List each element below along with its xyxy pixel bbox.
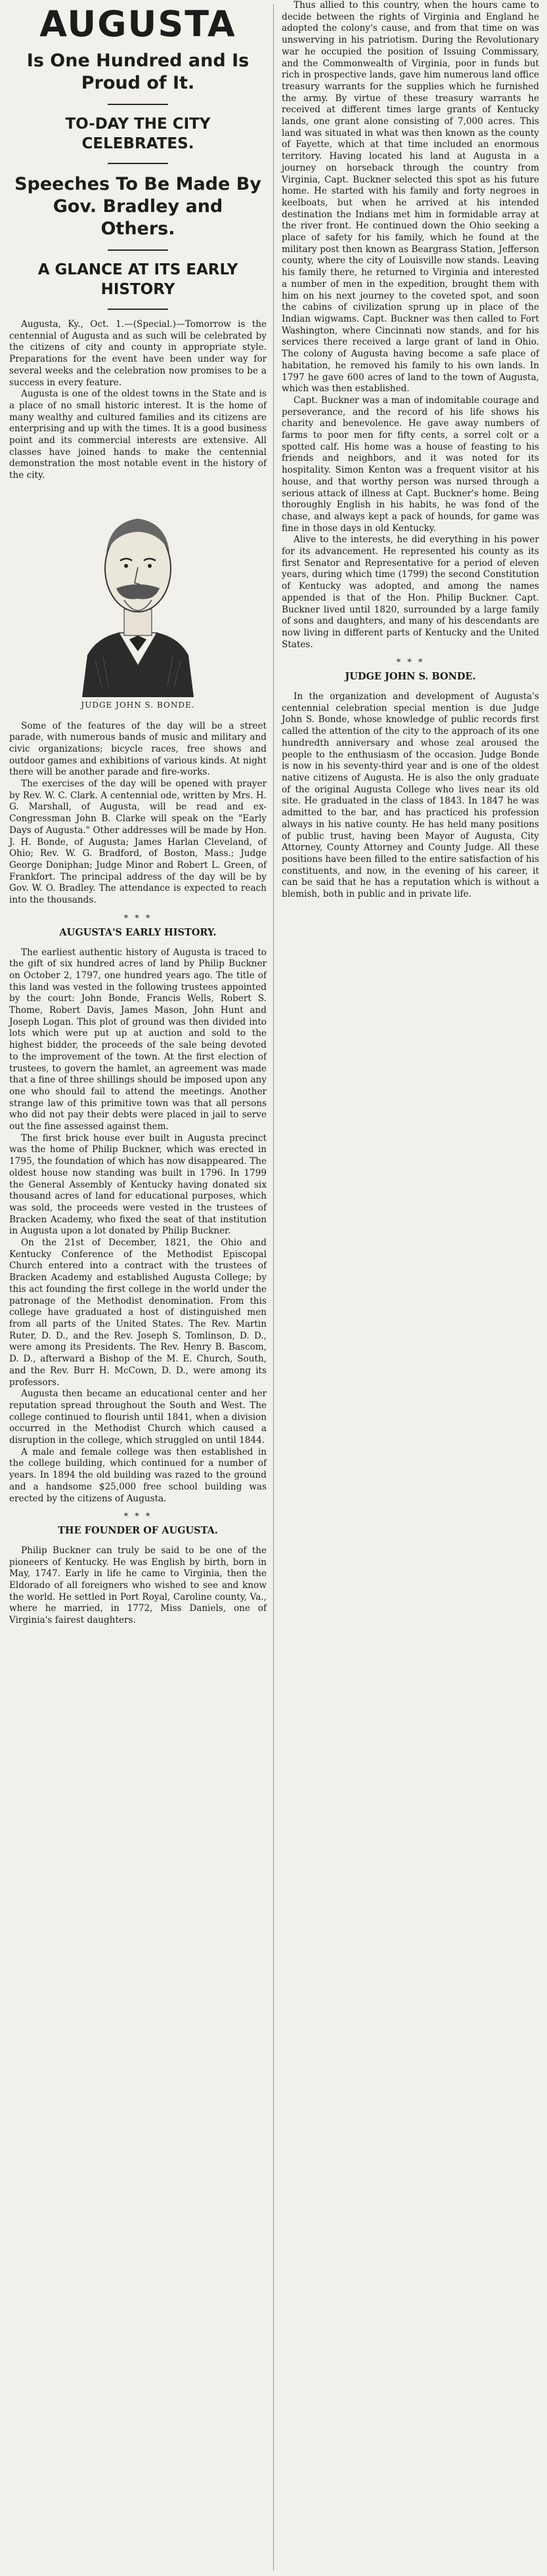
early-history-paragraph: A male and female college was then established in the college building, which continued for a number of years. In 1894 the old building was razed to the ground and a handsome $25,000 free school building was erected by the citizens of Augusta. (9, 1446, 267, 1504)
founder-paragraph: Capt. Buckner was a man of indomitable courage and perseverance, and the record of his life shows his charity and benevolence. He gave away numbers of farms to poor men for fifty cents, a sorrel colt or a spotted calf. His home was a house of feasting to his friends and neighbors, and it was noted for its hospitality. Simon Kenton was a frequent visitor at his house, and that worthy person was nursed through a serious attack of illness at Capt. Buckner's home. Being thoroughly English in his habits, he was fond of the chase, and always kept a pack of hounds, for game was fine in those days in old Kentucky. (282, 395, 539, 534)
early-history-paragraph: Augusta then became an educational center and her reputation spread throughout the South and West. The college continued to flourish until 1841, when a division occurred in the Methodist Church which caused a disruption in the college, which struggled on until 1844. (9, 1388, 267, 1446)
intro-features-paragraph: Some of the features of the day will be a street parade, with numerous bands of music and military and civic organizations; bicycle races, free shows and outdoor games and exhibitions of various kinds. At night there will be another parade and fire-works. (9, 720, 267, 778)
intro-exercises-paragraph: The exercises of the day will be opened with prayer by Rev. W. C. Clark. A centennial ode, written by Mrs. H. G. Marshall, of Augusta, will be read and ex-Congressman John B. Clarke will speak on the "Early Days of Augusta." Other addresses will be made by Hon. J. H. Bonde, of Augusta; James Harlan Cleveland, of Ohio; Rev. W. G. Bradford, of Boston, Mass.; Judge George Doniphan; Judge Minor and Robert L. Green, of Frankfort. The principal address of the day will be by Gov. W. O. Bradley. The attendance is expected to reach into the thousands. (9, 779, 267, 906)
headline-rule-4 (108, 309, 168, 310)
intro-paragraph: Augusta is one of the oldest towns in the State and is a place of no small historic interest. It is the home of many wealthy and cultured families and its citizens are enterprising and up with the times. It is a good business point and its commercial interests are extensive. All classes have joined hands to make the centennial demonstration the most notable event in the history of the city. (9, 389, 267, 481)
portrait-caption: JUDGE JOHN S. BONDE. (81, 700, 195, 710)
section-divider: * * * (123, 1512, 152, 1522)
intro-dateline-paragraph: Augusta, Ky., Oct. 1.—(Special.)—Tomorrow is the centennial of Augusta and as such will be celebrated by the citizens of city and county in appropriate style. Preparations for the event have been under way for several weeks and the celebration now promises to be a success in every feature. (9, 319, 267, 388)
early-history-heading: AUGUSTA'S EARLY HISTORY. (59, 926, 217, 938)
deck-speeches: Speeches To Be Made By Gov. Bradley and Others. (14, 174, 261, 239)
section-divider: * * * (396, 658, 425, 668)
early-history-paragraph: The earliest authentic history of Augusta is traced to the gift of six hundred acres of land by Philip Buckner on October 2, 1797, one hundred years ago. The title of this land was vested in the following trustees appointed by the court: John Bonde, Francis Wells, Robert S. Thome, Robert Davis, James Mason, John Hunt and Joseph Logan. This plot of ground was then divided into lots which were put up at auction and sold to the highest bidder, the proceeds of the sale being devoted to the improvement of the town. At the first election of trustees, to govern the hamlet, an agreement was made that a fine of three shillings should be imposed upon any one who should fail to attend the meetings. Another strange law of this primitive town was that all persons who did not pay their debts were placed in jail to serve out the fine assessed against them. (9, 947, 267, 1132)
deck-early-history: A GLANCE AT ITS EARLY HISTORY (37, 261, 238, 298)
headline-rule-2 (108, 163, 168, 164)
early-history-paragraph: On the 21st of December, 1821, the Ohio and Kentucky Conference of the Methodist Episcopal Church entered into a contract with the trustees of Bracken Academy and established Augusta College; by this act founding the first college in the world under the patronage of the Methodist denomination. From this college have graduated a host of distinguished men from all parts of the United States. The Rev. Martin Ruter, D. D., and the Rev. Joseph S. Tomlinson, D. D., were among its Presidents. The Rev. Henry B. Bascom, D. D., afterward a Bishop of the M. E. Church, South, and the Rev. Burr H. McCown, D. D., were among its professors. (9, 1237, 267, 1388)
early-history-paragraph: The first brick house ever built in Augusta precinct was the home of Philip Buckner, which was erected in 1795, the foundation of which has now disappeared. The oldest house now standing was built in 1796. In 1799 the General Assembly of Kentucky having donated six thousand acres of land for educational purposes, which was sold, the proceeds were vested in the trustees of Bracken Academy, who fixed the seat of that institution in Augusta upon a lot donated by Philip Buckner. (9, 1132, 267, 1237)
headline-rule-3 (108, 249, 168, 251)
left-column (9, 0, 267, 1627)
founder-heading: THE FOUNDER OF AUGUSTA. (58, 1524, 218, 1536)
bonde-heading: JUDGE JOHN S. BONDE. (345, 671, 476, 683)
bonde-paragraph: In the organization and development of Augusta's centennial celebration special mention is due Judge John S. Bonde, whose knowledge of public records first called the attention of the city to the approach of its one hundredth anniversary and whose zeal aroused the people to the enthusiasm of the occasion. Judge Bonde is now in his seventy-third year and is one of the oldest native citizens of Augusta. He is also the only graduate of the original Augusta College who lives near its old site. He graduated in the class of 1843. In 1847 he was admitted to the bar, and has practiced his profession always in his native county. He has held many positions of public trust, having been Mayor of Augusta, City Attorney, County Attorney and County Judge. All these positions have been filled to the entire satisfaction of his constituents, and now, in the evening of his career, it can be said that he has a reputation which is without a blemish, both in public and in private life. (282, 691, 539, 900)
founder-paragraph: Philip Buckner can truly be said to be one of the pioneers of Kentucky. He was English by birth, born in May, 1747. Early in life he came to Virginia, then the Eldorado of all foreigners who wished to see and know the world. He settled in Port Royal, Caroline county, Va., where he married, in 1772, Miss Daniels, one of Virginia's fairest daughters. (9, 1545, 267, 1626)
deck-proud: Is One Hundred and Is Proud of It. (26, 51, 250, 93)
deck-celebrates: TO-DAY THE CITY CELEBRATES. (65, 116, 211, 152)
portrait-illustration (56, 490, 220, 697)
founder-paragraph: Alive to the interests, he did everything in his power for its advancement. He represented his county as its first Senator and Representative for a period of eleven years, during which time (1799) the second Constitution of Kentucky was adopted, and among the names appended is that of the Hon. Philip Buckner. Capt. Buckner lived until 1820, surrounded by a large family of sons and daughters, and many of his descendants are now living in different parts of Kentucky and the United States. (282, 534, 539, 650)
section-divider: * * * (123, 913, 152, 924)
column-rule (273, 4, 274, 2571)
founder-paragraph: Thus allied to this country, when the hours came to decide between the rights of Virginia and England he adopted the colony's cause, and from that time on was unswerving in his patriotism. During the Revolutionary war he occupied the position of Issuing Commissary, and the Commonwealth of Virginia, poor in funds but rich in prospective lands, gave him numerous land office treasury warrants for the supplies which he furnished the army. By virtue of these treasury warrants he received at different times large grants of Kentucky lands, one grant alone consisting of 7,000 acres. This land was situated in what was then known as the county of Fayette, which at that time included an enormous territory. Having located his land at Augusta in a journey on horseback through the country from Virginia, Capt. Buckner selected this spot as his future home. He started with his family and forty negroes in keelboats, but when he arrived at his intended destination the Indians met him in formidable array at the river front. He continued down the Ohio seeking a place of safety for his family, which he found at the military post then known as Beargrass Station, Jefferson county, where the city of Louisville now stands. Leaving his family there, he returned to Virginia and interested a number of men in the expedition, brought them with him on his next journey to the coveted spot, and soon the cabins of civilization sprung up in place of the Indian wigwams. Capt. Buckner was then called to Fort Washington, where Cincinnati now stands, and for his services there received a large grant of land in Ohio. The colony of Augusta having become a safe place of habitation, he removed his family to his own lands. In 1797 he gave 600 acres of land to the town of Augusta, which was then established. (282, 0, 539, 395)
headline-rule-1 (108, 104, 168, 105)
headline: AUGUSTA (39, 3, 236, 45)
right-column (282, 0, 539, 901)
